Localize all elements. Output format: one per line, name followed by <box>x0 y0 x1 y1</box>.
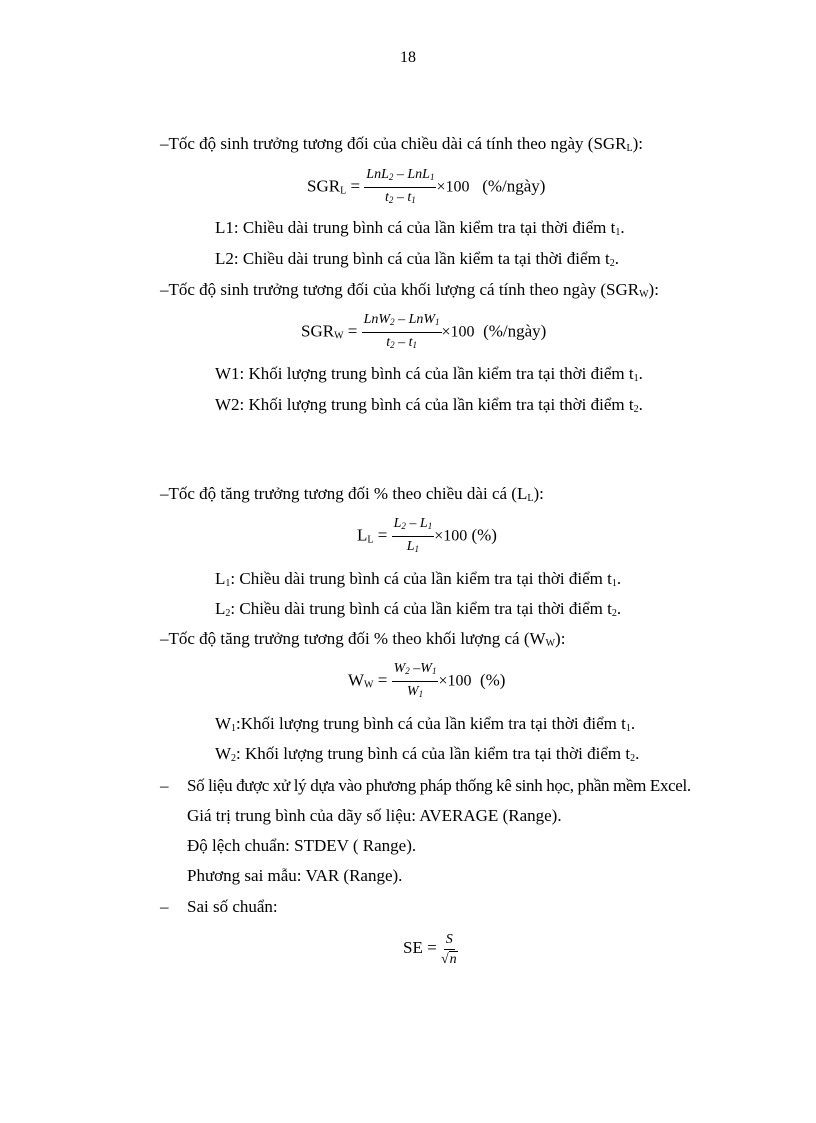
stats-average: Giá trị trung bình của dãy số liệu: AVERAGE (Range). <box>187 806 562 825</box>
sgr-length-fraction: $\frac{LnL_2 - LnL_1}{t_2 - t_1}$ <box>366 167 435 205</box>
growth-weight-formula: $W_W$ = $\frac{W_2 -W_1}{W_1}$ ×100 (%) <box>348 660 505 705</box>
sgr-weight-fraction: $\frac{LnW_2 - LnW_1}{t_2 - t_1}$ <box>363 312 440 350</box>
growth-length-formula: $L_L$ = $\frac{L_2 - L_1}{L_1}$ ×100 (%) <box>357 515 497 560</box>
stats-var: Phương sai mẫu: VAR (Range). <box>187 866 403 885</box>
standard-error-label: Sai số chuẩn: <box>187 897 278 916</box>
growth-weight-def1: $W_1:Khối$ lượng trung bình cá của lần kiểm tra tại thời điểm $t_1$. <box>215 714 636 734</box>
sgr-length-intro: –Tốc độ sinh trưởng tương đối của chiều dài cá tính theo ngày $(SGR_L)$: <box>160 134 644 154</box>
se-fraction: $\frac{S}{√n}$ <box>440 931 457 967</box>
growth-weight-intro: –Tốc độ tăng trưởng tương đối % theo khối lượng cá $(W_W)$: <box>160 629 566 649</box>
growth-length-fraction: $\frac{L_2 - L_1}{L_1}$ <box>393 516 433 554</box>
stats-stdev: Độ lệch chuẩn: STDEV ( Range). <box>187 836 417 855</box>
page-number: 18 <box>400 49 416 66</box>
sgr-length-def1: L1: Chiều dài trung bình cá của lần kiểm tra tại thời điểm $t_1$. <box>215 218 625 238</box>
sgr-weight-intro: –Tốc độ sinh trưởng tương đối của khối lượng cá tính theo ngày $(SGR_W)$: <box>160 280 659 300</box>
stats-processing: Số liệu được xử lý dựa vào phương pháp thống kê sinh học, phần mềm Excel. <box>187 776 691 795</box>
sgr-weight-formula: $SGR_W$ = $\frac{LnW_2 - LnW_1}{t_2 - t_1}$ ×100 (%/ngày) <box>301 311 546 356</box>
sgr-weight-def1: W1: Khối lượng trung bình cá của lần kiểm tra tại thời điểm $t_1$. <box>215 364 643 384</box>
growth-weight-def2: $W_2$: Khối lượng trung bình cá của lần kiểm tra tại thời điểm $t_2$. <box>215 744 640 764</box>
growth-length-def2: $L_2$: Chiều dài trung bình cá của lần kiểm tra tại thời điểm $t_2$. <box>215 599 622 619</box>
growth-length-intro: –Tốc độ tăng trưởng tương đối % theo chiều dài cá $(L_L)$: <box>160 484 544 504</box>
sgr-weight-def2: W2: Khối lượng trung bình cá của lần kiểm tra tại thời điểm $t_2$. <box>215 395 643 415</box>
growth-length-def1: $L_1$: Chiều dài trung bình cá của lần kiểm tra tại thời điểm $t_1$. <box>215 569 622 589</box>
stats-bullet-dash-1: – <box>160 776 169 795</box>
sgr-length-def2: L2: Chiều dài trung bình cá của lần kiểm ta tại thời điểm $t_2$. <box>215 249 619 269</box>
standard-error-formula: SE = $\frac{S}{√n}$ <box>403 931 457 967</box>
growth-weight-fraction: $\frac{W_2 -W_1}{W_1}$ <box>393 661 437 699</box>
sgr-length-formula: $SGR_L$ = $\frac{LnL_2 - LnL_1}{t_2 - t_1}$ ×100 (%/ngày) <box>307 166 545 211</box>
stats-bullet-dash-2: – <box>160 897 169 916</box>
